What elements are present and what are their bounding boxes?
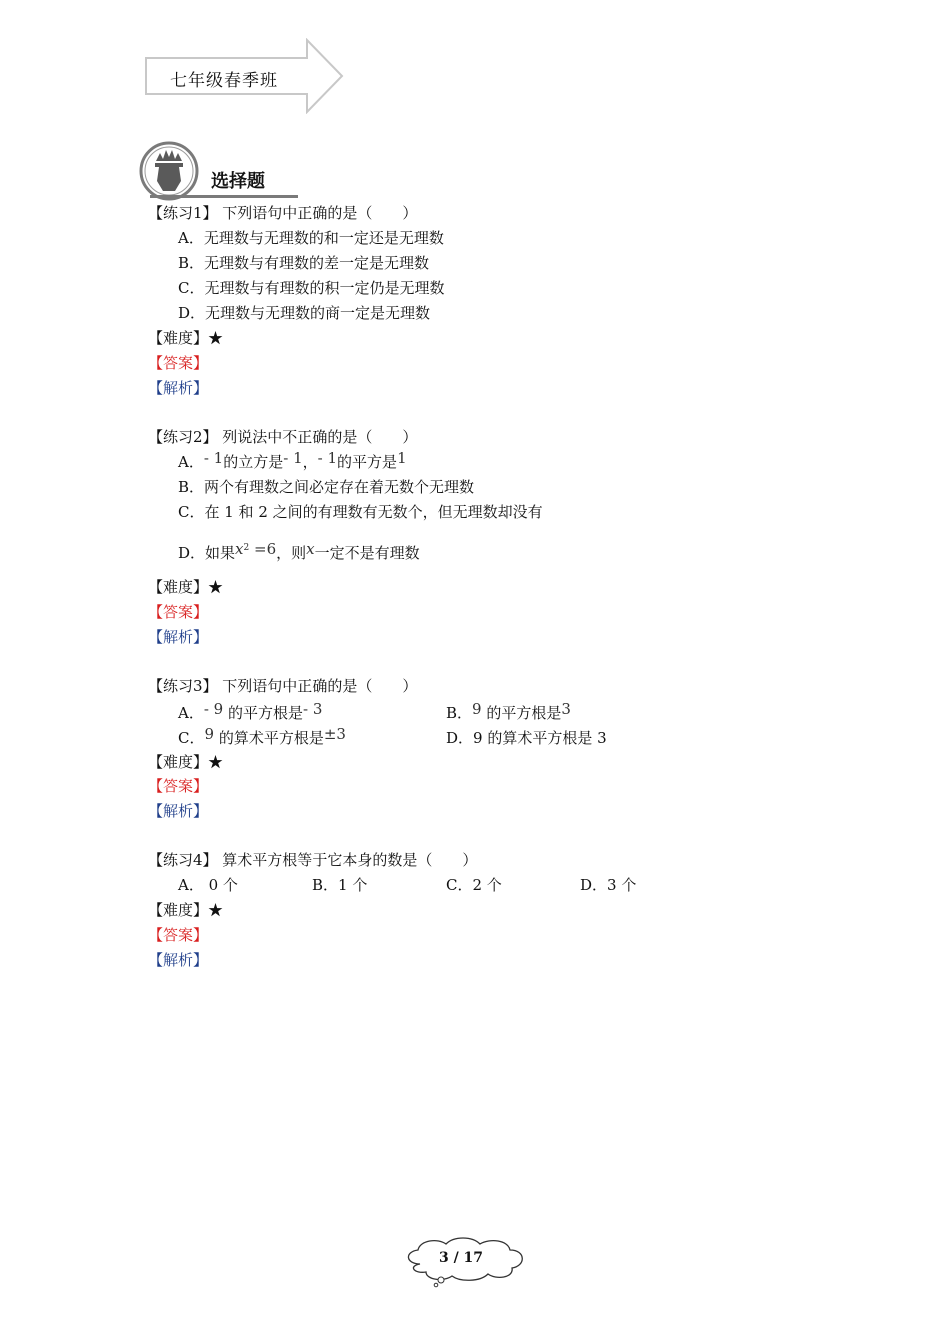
math-var-x: x [306, 540, 315, 558]
section-title: 选择题 [211, 171, 265, 192]
q3-option-c-text: 的算术平方根是 [218, 729, 324, 747]
q4-difficulty: 【难度】★ [148, 901, 224, 919]
q3-analysis-label: 【解析】 [148, 802, 209, 820]
math-nine: 9 [472, 700, 482, 718]
page-number: 3 / 17 [438, 1250, 484, 1266]
math-neg-one: - 1 [283, 449, 303, 467]
math-neg-nine: - 9 [203, 700, 224, 718]
q3-option-b-text: 的平方根是 [486, 704, 562, 722]
q1-answer-label: 【答案】 [148, 354, 209, 372]
q2-option-b: B．两个有理数之间必定存在着无数个无理数 [178, 478, 475, 496]
q3-option-c-prefix: C． [178, 729, 205, 747]
q2-option-d-text1: ，则 [276, 544, 307, 562]
q2-option-a-text3: 的平方是 [337, 453, 398, 471]
section-underline [150, 195, 298, 198]
q2-option-a-text1: 的立方是 [223, 453, 284, 471]
q2-option-a [178, 451, 407, 472]
q1-analysis-label: 【解析】 [148, 379, 209, 397]
q3-option-c [178, 727, 346, 748]
q3-option-b [446, 702, 571, 723]
q4-answer-label: 【答案】 [148, 926, 209, 944]
q3-option-b-prefix: B． [446, 704, 473, 722]
q4-option-d: D．3 个 [580, 876, 637, 894]
q3-stem: 【练习3】 下列语句中正确的是（ ） [148, 677, 418, 695]
chess-king-icon [139, 141, 201, 203]
q2-option-d [178, 542, 420, 563]
q2-option-a-prefix: A． [178, 453, 204, 471]
math-one: 1 [397, 449, 407, 467]
math-neg-one: - 1 [203, 449, 224, 467]
math-plus-minus-three: ±3 [323, 725, 346, 743]
q1-option-d: D．无理数与无理数的商一定是无理数 [178, 304, 431, 322]
math-nine: 9 [204, 725, 215, 743]
q2-option-c: C．在 1 和 2 之间的有理数有无数个，但无理数却没有 [178, 503, 543, 521]
q1-option-a: A．无理数与无理数的和一定还是无理数 [178, 229, 444, 247]
q4-analysis-label: 【解析】 [148, 951, 209, 969]
q3-answer-label: 【答案】 [148, 777, 209, 795]
q1-difficulty: 【难度】★ [148, 329, 224, 347]
math-exponent: 2 [243, 543, 250, 553]
q4-option-a: A． 0 个 [178, 876, 238, 894]
q4-option-b: B．1 个 [312, 876, 368, 894]
q1-option-b: B．无理数与有理数的差一定是无理数 [178, 254, 430, 272]
header-banner-label: 七年级春季班 [170, 71, 278, 91]
math-var-x: x [235, 540, 244, 558]
q2-stem: 【练习2】 列说法中不正确的是（ ） [148, 428, 418, 446]
q2-answer-label: 【答案】 [148, 603, 209, 621]
q2-analysis-label: 【解析】 [148, 628, 209, 646]
q2-option-d-prefix: D．如果 [178, 544, 236, 562]
q4-stem: 【练习4】 算术平方根等于它本身的数是（ ） [148, 851, 478, 869]
q2-option-a-text2: ， [302, 453, 318, 471]
math-three: 3 [561, 700, 571, 718]
q2-difficulty: 【难度】★ [148, 578, 224, 596]
q2-option-d-text2: 一定不是有理数 [314, 544, 420, 562]
math-neg-three: - 3 [303, 700, 323, 718]
q4-option-c: C．2 个 [446, 876, 502, 894]
q3-option-a-prefix: A． [178, 704, 204, 722]
math-equals-six: =6 [254, 540, 277, 558]
q3-option-a-text: 的平方根是 [228, 704, 304, 722]
q3-option-d: D．9 的算术平方根是 3 [446, 729, 607, 747]
q3-option-a [178, 702, 322, 723]
q3-difficulty: 【难度】★ [148, 753, 224, 771]
q1-stem: 【练习1】 下列语句中正确的是（ ） [148, 204, 418, 222]
q1-option-c: C．无理数与有理数的积一定仍是无理数 [178, 279, 445, 297]
math-neg-one: - 1 [317, 449, 338, 467]
